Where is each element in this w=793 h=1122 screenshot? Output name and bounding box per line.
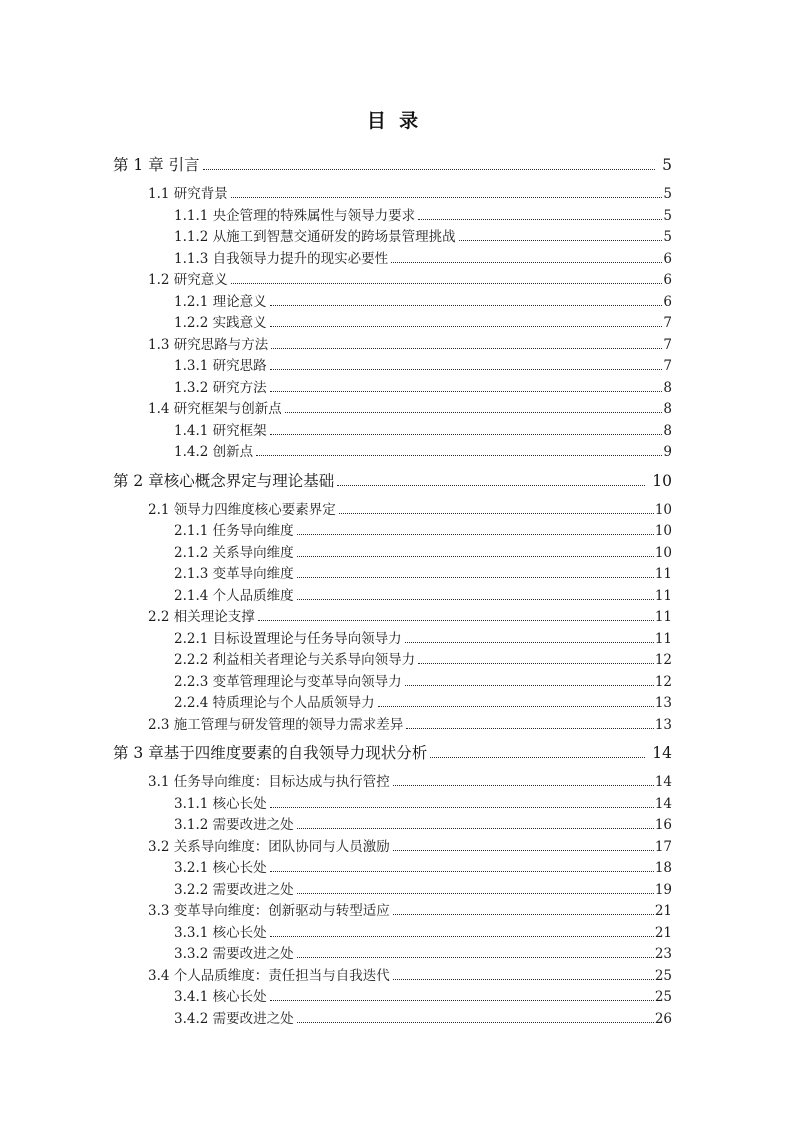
dot-leader	[270, 936, 654, 937]
toc-entry	[113, 742, 672, 764]
toc-entry-label: 3.1.2 需要改进之处	[174, 817, 294, 833]
dot-leader	[270, 1000, 654, 1001]
toc-entry	[113, 249, 672, 271]
dot-leader	[270, 305, 663, 306]
toc-entry-label: 1.2.1 理论意义	[174, 293, 267, 310]
dot-leader	[418, 663, 654, 664]
toc-entry-label: 3.2.1 核心长处	[174, 860, 267, 876]
toc-entry-label: 1.1.2 从施工到智慧交通研发的跨场景管理挑战	[174, 229, 456, 245]
toc-entry	[113, 500, 672, 522]
toc-entry-label: 第 1 章 引言	[113, 156, 200, 174]
dot-leader	[270, 391, 663, 392]
toc-entry-page: 14	[652, 744, 672, 762]
toc-entry-page: 10	[654, 501, 672, 518]
dot-leader	[297, 893, 654, 894]
toc-entry-label: 1.1.1 央企管理的特殊属性与领导力要求	[174, 207, 416, 224]
dot-leader	[393, 914, 654, 915]
toc-entry-page: 21	[654, 903, 672, 919]
toc-entry	[113, 154, 672, 176]
toc-entry-page: 23	[654, 946, 672, 962]
dot-leader	[405, 642, 654, 643]
toc-entry	[113, 858, 672, 880]
dot-leader	[231, 283, 663, 284]
toc-entry	[113, 629, 672, 651]
toc-entry-label: 3.4.2 需要改进之处	[174, 1010, 294, 1027]
toc-entry-label: 1.3.2 研究方法	[174, 379, 267, 396]
toc-entry-page: 11	[654, 609, 672, 625]
toc-entry-label: 3.1 任务导向维度：目标达成与执行管控	[148, 774, 390, 790]
toc-entry-page: 7	[663, 336, 672, 353]
toc-entry-page: 10	[654, 544, 672, 561]
dot-leader	[459, 240, 663, 241]
toc-entry-label: 3.3.2 需要改进之处	[174, 946, 294, 962]
toc-entry	[113, 470, 672, 492]
toc-entry	[113, 987, 672, 1009]
dot-leader	[270, 434, 663, 435]
toc-entry	[113, 378, 672, 400]
toc-entry-page: 10	[654, 523, 672, 539]
toc-entry-label: 1.1 研究背景	[148, 186, 228, 202]
toc-title: 目 录	[366, 110, 419, 132]
toc-entry	[113, 335, 672, 357]
toc-entry	[113, 521, 672, 543]
toc-entry-page: 8	[663, 401, 672, 417]
toc-entry-label: 3.2.2 需要改进之处	[174, 881, 294, 898]
dot-leader	[270, 326, 663, 327]
toc-list	[113, 154, 672, 1030]
toc-entry-page: 5	[663, 207, 672, 224]
dot-leader	[297, 534, 654, 535]
toc-entry	[113, 442, 672, 464]
dot-leader	[418, 219, 662, 220]
dot-leader	[270, 369, 663, 370]
toc-entry	[113, 313, 672, 335]
dot-leader	[285, 412, 663, 413]
toc-entry-label: 1.4.2 创新点	[174, 444, 254, 460]
toc-entry-label: 1.2.2 实践意义	[174, 315, 267, 331]
toc-entry-label: 3.1.1 核心长处	[174, 795, 267, 812]
toc-entry-label: 2.1.3 变革导向维度	[174, 566, 294, 582]
dot-leader	[297, 577, 654, 578]
dot-leader	[297, 828, 654, 829]
toc-entry-label: 2.1 领导力四维度核心要素界定	[148, 501, 336, 518]
toc-entry-page: 5	[663, 186, 672, 202]
toc-entry-page: 5	[662, 156, 672, 174]
toc-entry-page: 21	[654, 924, 672, 941]
dot-leader	[297, 1022, 654, 1023]
toc-entry-page: 6	[663, 272, 672, 288]
toc-entry	[113, 607, 672, 629]
toc-entry-page: 19	[654, 881, 672, 898]
toc-entry	[113, 715, 672, 737]
toc-entry-label: 3.4 个人品质维度：责任担当与自我迭代	[148, 967, 390, 984]
toc-entry-label: 3.3 变革导向维度：创新驱动与转型适应	[148, 903, 390, 919]
toc-entry-label: 3.2 关系导向维度：团队协同与人员激励	[148, 838, 390, 855]
toc-entry-page: 6	[663, 293, 672, 310]
dot-leader	[258, 620, 654, 621]
toc-entry-label: 第 3 章基于四维度要素的自我领导力现状分析	[113, 744, 428, 762]
toc-entry-page: 25	[654, 967, 672, 984]
dot-leader	[378, 706, 654, 707]
toc-entry-page: 7	[663, 358, 672, 374]
toc-entry	[113, 543, 672, 565]
toc-entry	[113, 270, 672, 292]
toc-entry	[113, 923, 672, 945]
toc-entry	[113, 184, 672, 206]
dot-leader	[393, 785, 654, 786]
toc-entry	[113, 1009, 672, 1031]
dot-leader	[271, 348, 662, 349]
toc-entry-label: 3.3.1 核心长处	[174, 924, 267, 941]
toc-entry-label: 2.3 施工管理与研发管理的领导力需求差异	[148, 716, 404, 733]
toc-entry-page: 16	[654, 817, 672, 833]
toc-entry	[113, 564, 672, 586]
toc-entry	[113, 399, 672, 421]
toc-entry-label: 2.1.4 个人品质维度	[174, 587, 294, 604]
toc-entry-page: 10	[652, 471, 672, 490]
toc-entry-page: 13	[654, 716, 672, 733]
dot-leader	[391, 262, 662, 263]
toc-entry-label: 3.4.1 核心长处	[174, 989, 267, 1005]
toc-entry-page: 17	[654, 838, 672, 855]
toc-entry	[113, 794, 672, 816]
toc-entry	[113, 966, 672, 988]
toc-entry-label: 1.3 研究思路与方法	[148, 336, 269, 353]
toc-entry-label: 2.2.3 变革管理理论与变革导向领导力	[174, 673, 402, 690]
toc-entry-label: 2.2.1 目标设置理论与任务导向领导力	[174, 630, 402, 647]
dot-leader	[393, 979, 654, 980]
toc-entry-page: 12	[654, 673, 672, 690]
toc-entry-page: 9	[663, 444, 672, 460]
toc-entry	[113, 815, 672, 837]
toc-entry-label: 2.2.4 特质理论与个人品质领导力	[174, 695, 375, 711]
dot-leader	[297, 556, 654, 557]
toc-entry-label: 2.2.2 利益相关者理论与关系导向领导力	[174, 652, 416, 668]
toc-entry-page: 18	[654, 860, 672, 876]
toc-entry	[113, 772, 672, 794]
toc-entry-page: 11	[654, 587, 672, 604]
dot-leader	[256, 455, 662, 456]
toc-entry-page: 8	[663, 422, 672, 439]
toc-entry-page: 25	[654, 989, 672, 1005]
toc-entry	[113, 650, 672, 672]
toc-entry-page: 12	[654, 652, 672, 668]
dot-leader	[430, 757, 645, 758]
toc-entry-page: 14	[654, 774, 672, 790]
toc-entry-page: 11	[654, 630, 672, 647]
toc-entry	[113, 880, 672, 902]
toc-entry-page: 13	[654, 695, 672, 711]
toc-entry	[113, 421, 672, 443]
toc-entry	[113, 292, 672, 314]
toc-entry-label: 第 2 章核心概念界定与理论基础	[113, 471, 335, 490]
toc-entry-label: 2.1.1 任务导向维度	[174, 523, 294, 539]
toc-entry-page: 6	[663, 250, 672, 267]
dot-leader	[270, 807, 654, 808]
toc-entry-page: 26	[654, 1010, 672, 1027]
toc-entry	[113, 837, 672, 859]
toc-entry-page: 8	[663, 379, 672, 396]
dot-leader	[337, 485, 645, 486]
toc-entry-label: 1.1.3 自我领导力提升的现实必要性	[174, 250, 389, 267]
toc-entry-label: 2.2 相关理论支撑	[148, 609, 255, 625]
dot-leader	[406, 728, 654, 729]
dot-leader	[297, 599, 654, 600]
toc-entry-page: 14	[654, 795, 672, 812]
toc-entry-label: 1.4 研究框架与创新点	[148, 401, 282, 417]
toc-entry	[113, 586, 672, 608]
toc-entry	[113, 227, 672, 249]
toc-entry-label: 2.1.2 关系导向维度	[174, 544, 294, 561]
dot-leader	[297, 957, 654, 958]
dot-leader	[339, 513, 654, 514]
toc-entry-page: 5	[663, 229, 672, 245]
dot-leader	[405, 685, 654, 686]
toc-entry	[113, 206, 672, 228]
toc-entry-label: 1.3.1 研究思路	[174, 358, 267, 374]
dot-leader	[203, 169, 655, 170]
toc-entry-page: 11	[654, 566, 672, 582]
toc-entry	[113, 944, 672, 966]
dot-leader	[270, 871, 654, 872]
toc-entry	[113, 672, 672, 694]
toc-entry-label: 1.4.1 研究框架	[174, 422, 267, 439]
toc-entry-label: 1.2 研究意义	[148, 272, 228, 288]
toc-entry	[113, 901, 672, 923]
toc-entry	[113, 693, 672, 715]
toc-entry-page: 7	[663, 315, 672, 331]
dot-leader	[393, 850, 654, 851]
dot-leader	[231, 197, 663, 198]
toc-entry	[113, 356, 672, 378]
